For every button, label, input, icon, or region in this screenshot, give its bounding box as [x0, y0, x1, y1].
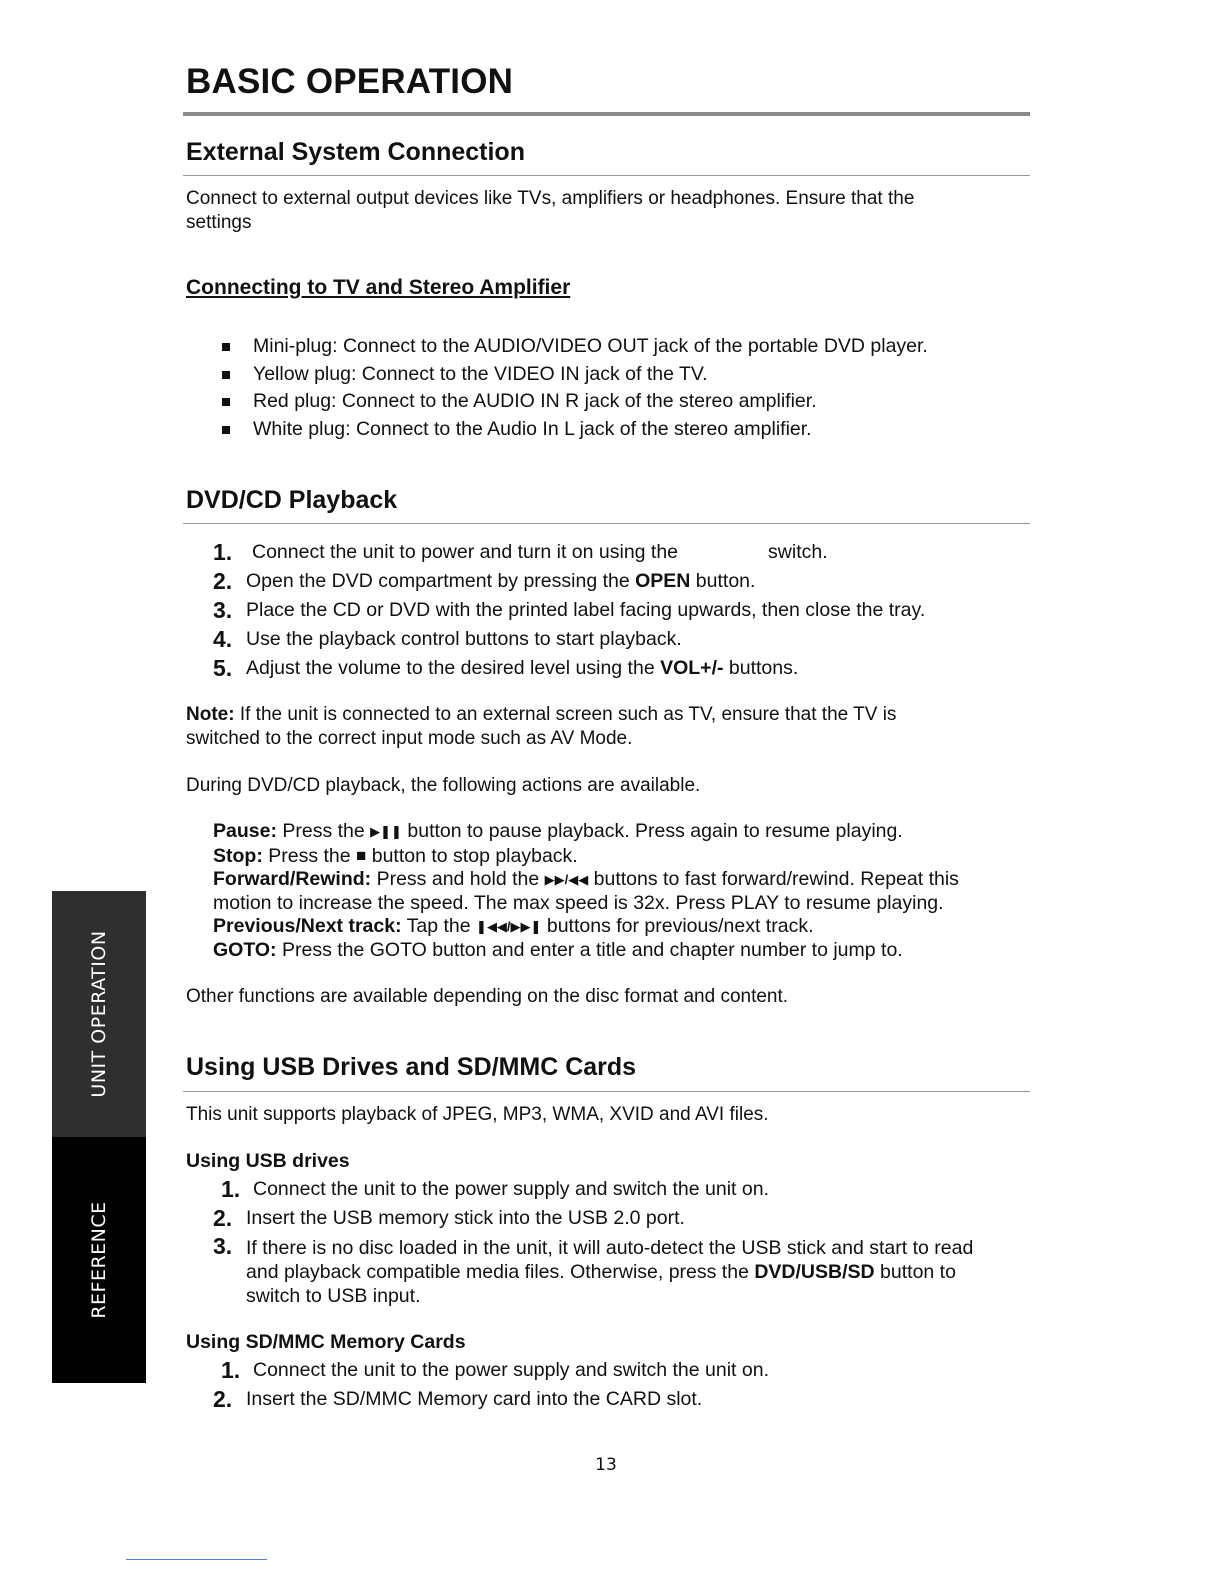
list-item-text: White plug: Connect to the Audio In L jack of the stereo amplifier. [253, 418, 812, 441]
step-text: Use the playback control buttons to start playback. [246, 628, 682, 650]
list-item [213, 1175, 1023, 1204]
list-item [213, 1204, 1023, 1233]
usb-steps [213, 1175, 1023, 1308]
action-text: Tap the [401, 915, 477, 937]
step-text: Adjust the volume to the desired level using the [246, 657, 661, 679]
list-item [220, 361, 928, 389]
side-tab-label: UNIT OPERATION [88, 930, 110, 1098]
side-tab-label: REFERENCE [88, 1201, 110, 1319]
sd-steps [213, 1356, 1013, 1414]
usb-heading: Using USB Drives and SD/MMC Cards [186, 1053, 637, 1081]
step-number: 1. [221, 1176, 241, 1202]
actions-intro: During DVD/CD playback, the following actions are available. [186, 775, 701, 796]
connecting-heading: Connecting to TV and Stereo Amplifier [186, 276, 571, 299]
prev-next-track-icon: ❚◀◀/▶▶❚ [476, 919, 542, 934]
vol-label: VOL+/- [660, 657, 724, 679]
other-functions: Other functions are available depending on the disc format and content. [186, 986, 789, 1007]
sd-cards-heading: Using SD/MMC Memory Cards [186, 1331, 466, 1353]
action-text: buttons to fast forward/rewind. Repeat this [588, 868, 959, 890]
playback-steps [213, 538, 1013, 683]
action-text: buttons for previous/next track. [541, 915, 814, 937]
step-text: switch to USB input. [246, 1285, 421, 1307]
list-item [213, 596, 1013, 625]
bullet-icon [222, 343, 230, 351]
step-text: Connect the unit to the power supply and switch the unit on. [253, 1359, 769, 1381]
note-text: If the unit is connected to an external screen such as TV, ensure that the TV is [234, 704, 897, 725]
bullet-icon [222, 371, 230, 379]
step-number: 1. [213, 539, 233, 565]
step-text: Place the CD or DVD with the printed label facing upwards, then close the tray. [246, 599, 926, 621]
step-number: 3. [213, 597, 233, 623]
step-text: Insert the USB memory stick into the USB 2.0 port. [246, 1207, 685, 1229]
step-number: 1. [221, 1357, 241, 1383]
action-prev-next [213, 915, 1013, 939]
section-divider [183, 523, 1030, 524]
list-item [213, 567, 1013, 596]
action-label: Forward/Rewind: [213, 868, 372, 890]
external-intro-line1: Connect to external output devices like TVs, amplifiers or headphones. Ensure that the [186, 188, 915, 209]
step-number: 2. [213, 568, 233, 594]
note-label: Note: [186, 704, 235, 725]
list-item [213, 1233, 1023, 1308]
step-text: If there is no disc loaded in the unit, it will auto-detect the USB stick and start to read [246, 1237, 974, 1259]
action-pause [213, 820, 1013, 844]
list-item [220, 333, 928, 361]
note-text: switched to the correct input mode such as AV Mode. [186, 728, 633, 749]
step-text: Insert the SD/MMC Memory card into the CARD slot. [246, 1388, 703, 1410]
usb-intro: This unit supports playback of JPEG, MP3, WMA, XVID and AVI files. [186, 1104, 769, 1125]
playback-note [186, 703, 986, 751]
step-text: Open the DVD compartment by pressing the [246, 570, 636, 592]
footer-line [126, 1559, 267, 1560]
action-text: button to pause playback. Press again to resume playing. [401, 820, 903, 842]
page-title: BASIC OPERATION [186, 62, 514, 101]
action-text: Press the GOTO button and enter a title and chapter number to jump to. [276, 938, 903, 961]
list-item-text: Red plug: Connect to the AUDIO IN R jack of the stereo amplifier. [253, 390, 817, 413]
external-intro [186, 187, 986, 235]
list-item [213, 625, 1013, 654]
action-forward-rewind [213, 868, 1013, 892]
bullet-icon [222, 426, 230, 434]
action-goto [213, 939, 1013, 963]
action-forward-rewind-line2: motion to increase the speed. The max speed is 32x. Press PLAY to resume playing. [213, 891, 944, 914]
title-rule [183, 112, 1030, 116]
action-stop [213, 844, 1013, 869]
usb-drives-heading: Using USB drives [186, 1150, 350, 1172]
step-number: 4. [213, 626, 233, 652]
dvd-usb-sd-label: DVD/USB/SD [754, 1261, 875, 1283]
list-item [213, 654, 1013, 683]
list-item [213, 538, 1013, 567]
section-divider [183, 1091, 1030, 1092]
step-number: 2. [213, 1205, 233, 1231]
step-number: 2. [213, 1386, 233, 1412]
action-label: Previous/Next track: [213, 915, 402, 937]
external-heading: External System Connection [186, 138, 525, 166]
action-text: Press the [276, 820, 371, 842]
step-text: buttons. [723, 657, 799, 679]
list-item [220, 416, 928, 444]
list-item [220, 388, 928, 416]
fast-forward-rewind-icon: ▶▶/◀◀ [544, 872, 589, 887]
side-tab-unit-operation[interactable] [52, 891, 146, 1137]
play-pause-icon: ▶❚❚ [370, 824, 402, 839]
connection-list [220, 333, 928, 444]
bullet-icon [222, 398, 230, 406]
action-label: Pause: [213, 820, 277, 842]
playback-actions [213, 820, 1013, 962]
action-text: Press and hold the [371, 868, 545, 890]
step-number: 5. [213, 655, 233, 681]
list-item [213, 1356, 1013, 1385]
section-divider [183, 175, 1030, 176]
open-label: OPEN [635, 570, 691, 592]
step-number: 3. [213, 1233, 233, 1259]
list-item-text: Mini-plug: Connect to the AUDIO/VIDEO OUT jack of the portable DVD player. [253, 335, 928, 357]
stop-icon: ■ [356, 845, 367, 865]
playback-heading: DVD/CD Playback [186, 486, 398, 514]
step-text: and playback compatible media files. Otherwise, press the [246, 1261, 755, 1283]
external-intro-line2: settings [186, 212, 252, 233]
list-item-text: Yellow plug: Connect to the VIDEO IN jack of the TV. [253, 362, 708, 385]
step-text: Connect the unit to the power supply and switch the unit on. [253, 1178, 769, 1200]
action-label: Stop: [213, 844, 263, 867]
action-text: Press the [262, 844, 357, 867]
step-text: switch. [768, 541, 828, 563]
action-text: button to stop playback. [366, 844, 578, 867]
action-label: GOTO: [213, 938, 277, 961]
list-item [213, 1385, 1013, 1414]
side-tab-reference[interactable] [52, 1137, 146, 1383]
step-text: Connect the unit to power and turn it on using the [252, 541, 679, 563]
page-number: 13 [595, 1455, 617, 1475]
step-text: button to [874, 1261, 956, 1283]
step-text: button. [690, 570, 756, 592]
